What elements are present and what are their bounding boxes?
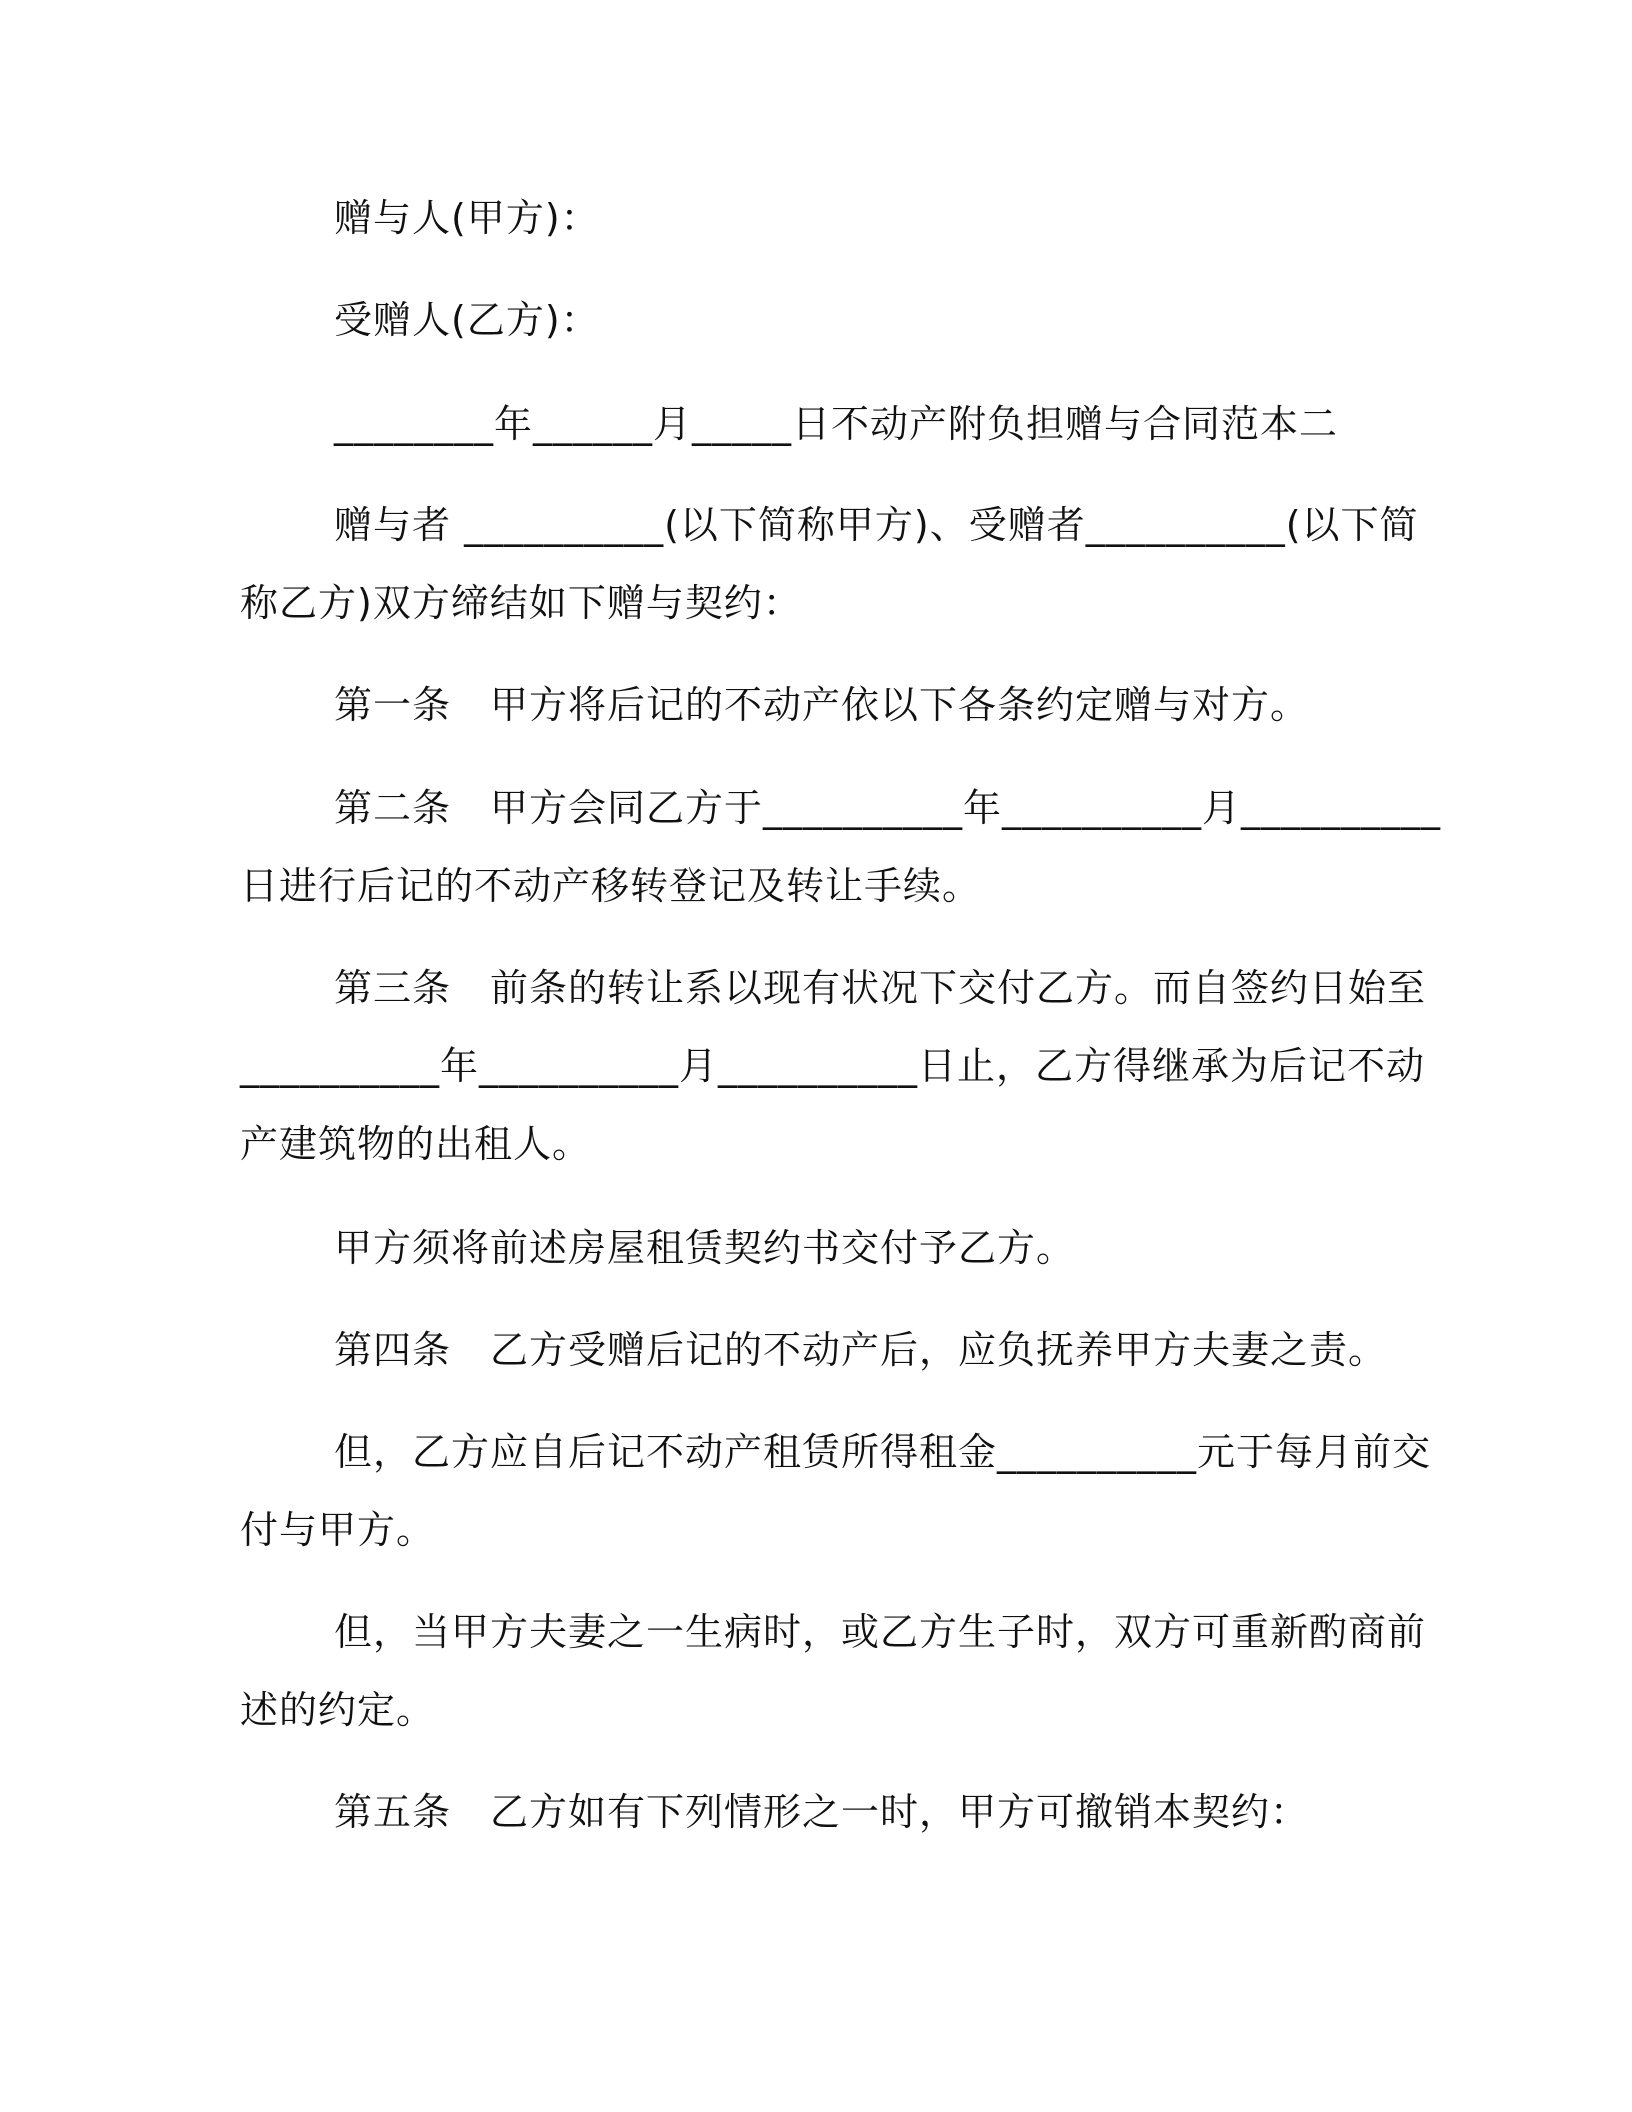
article-3-line-2: __________年__________月__________日止，乙方得继承为后记不动: [240, 1044, 1426, 1088]
contract-title-line: ________年______月_____日不动产附负担赠与合同范本二: [334, 402, 1339, 446]
lease-contract-line: 甲方须将前述房屋租赁契约书交付予乙方。: [334, 1226, 1076, 1270]
article-4: 第四条 乙方受赠后记的不动产后，应负抚养甲方夫妻之责。: [334, 1328, 1388, 1372]
rent-line-1: 但，乙方应自后记不动产租赁所得租金__________元于每月前交: [334, 1430, 1432, 1474]
recipient-line: 受赠人(乙方)：: [334, 298, 600, 342]
article-1: 第一条 甲方将后记的不动产依以下各条约定赠与对方。: [334, 683, 1310, 727]
article-3-line-1: 第三条 前条的转让系以现有状况下交付乙方。而自签约日始至: [334, 966, 1427, 1010]
parties-line-1: 赠与者 __________(以下简称甲方)、受赠者__________(以下简: [334, 503, 1419, 547]
article-5: 第五条 乙方如有下列情形之一时，甲方可撤销本契约：: [334, 1790, 1310, 1834]
article-2-line-1: 第二条 甲方会同乙方于__________年__________月__________: [334, 786, 1442, 830]
parties-line-2: 称乙方)双方缔结如下赠与契约：: [240, 581, 802, 625]
donor-line: 赠与人(甲方)：: [334, 196, 600, 240]
renegotiation-line-2: 述的约定。: [240, 1688, 436, 1732]
rent-line-2: 付与甲方。: [240, 1508, 436, 1552]
article-2-line-2: 日进行后记的不动产移转登记及转让手续。: [240, 864, 982, 908]
renegotiation-line-1: 但，当甲方夫妻之一生病时，或乙方生子时，双方可重新酌商前: [334, 1610, 1427, 1654]
article-3-line-3: 产建筑物的出租人。: [240, 1122, 592, 1166]
